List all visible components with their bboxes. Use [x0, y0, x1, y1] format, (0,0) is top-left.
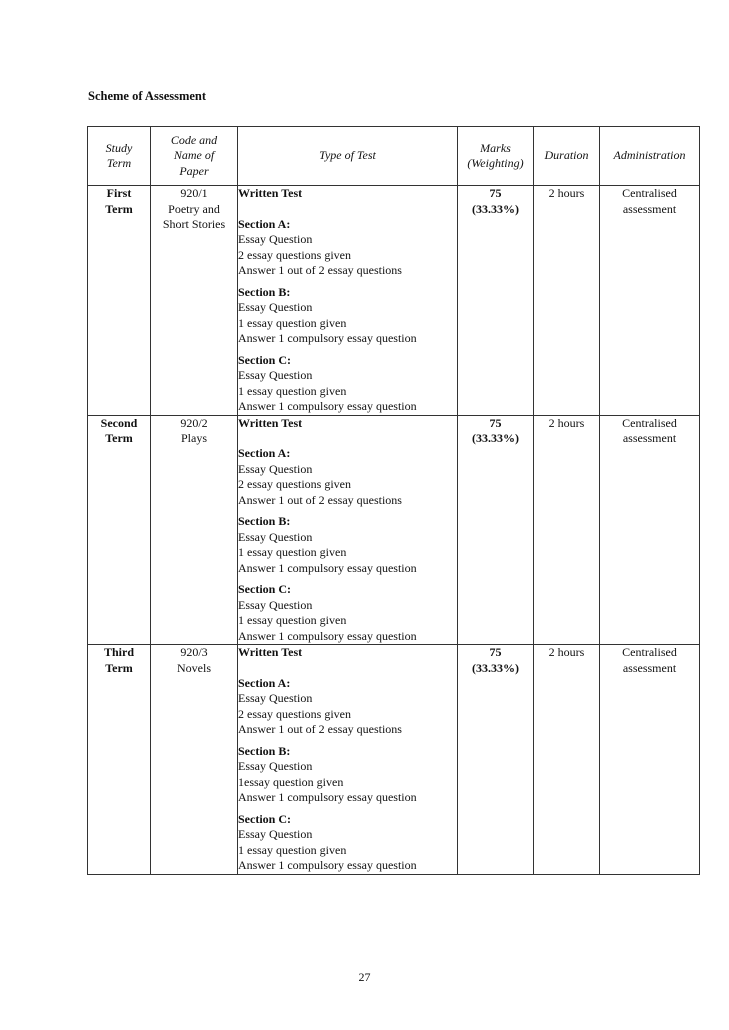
section-title: Section C:	[238, 811, 291, 826]
section-block	[238, 285, 457, 347]
header-administration: Administration	[600, 127, 700, 186]
marks-weighting: (33.33%)	[472, 431, 519, 445]
term-line: First	[106, 186, 132, 200]
admin-line: Centralised	[622, 415, 677, 430]
admin-line: Centralised	[622, 186, 677, 200]
section-line: Essay Question	[238, 529, 313, 544]
section-title: Section B:	[238, 514, 291, 528]
marks-cell	[458, 645, 534, 875]
section-line: 1 essay question given	[238, 545, 347, 559]
table-row	[88, 645, 700, 875]
term-line: Second	[100, 415, 138, 430]
section-line: Essay Question	[238, 368, 313, 382]
duration-cell: 2 hours	[534, 186, 600, 416]
section-line: Answer 1 compulsory essay question	[238, 628, 417, 643]
study-term-cell	[88, 645, 151, 875]
paper-line: Plays	[180, 431, 207, 445]
header-duration: Duration	[534, 127, 600, 186]
section-block	[238, 353, 457, 415]
section-block	[238, 446, 457, 508]
section-title: Section A:	[238, 675, 291, 690]
table-row	[88, 415, 700, 645]
section-line: Essay Question	[238, 300, 313, 314]
test-title: Written Test	[238, 415, 303, 430]
section-title: Section A:	[238, 446, 291, 460]
section-line: 1 essay question given	[238, 383, 347, 398]
administration-cell	[600, 186, 700, 416]
duration-cell: 2 hours	[534, 645, 600, 875]
header-study-term	[88, 127, 151, 186]
header-line: Name of	[173, 148, 215, 163]
admin-line: assessment	[622, 201, 677, 216]
section-line: Answer 1 out of 2 essay questions	[238, 722, 402, 736]
section-line: Essay Question	[238, 827, 313, 841]
study-term-cell	[88, 186, 151, 416]
test-cell	[238, 645, 458, 875]
header-line: Paper	[179, 163, 209, 178]
paper-line: Poetry and	[168, 201, 220, 216]
administration-cell	[600, 645, 700, 875]
paper-cell	[151, 186, 238, 416]
section-line: Answer 1 compulsory essay question	[238, 560, 417, 575]
header-type-of-test: Type of Test	[238, 127, 458, 186]
section-block	[238, 812, 457, 874]
section-line: 2 essay questions given	[238, 247, 351, 262]
header-line: Code and	[170, 132, 218, 147]
header-line: Term	[106, 156, 132, 170]
header-line: Study	[105, 140, 133, 155]
admin-line: Centralised	[622, 645, 677, 659]
section-line: 1 essay question given	[238, 613, 347, 627]
test-cell	[238, 186, 458, 416]
section-line: 1 essay question given	[238, 842, 347, 857]
marks-value: 75	[489, 645, 502, 659]
section-line: 1 essay question given	[238, 315, 347, 330]
section-line: Answer 1 out of 2 essay questions	[238, 492, 402, 507]
header-row	[88, 127, 700, 186]
admin-line: assessment	[622, 660, 677, 675]
term-line: Term	[105, 431, 133, 445]
section-line: Essay Question	[238, 597, 313, 612]
paper-line: Short Stories	[162, 217, 226, 231]
header-line: (Weighting)	[467, 156, 524, 170]
header-line: Marks	[480, 140, 511, 155]
section-block	[238, 744, 457, 806]
section-line: 2 essay questions given	[238, 477, 351, 491]
term-line: Term	[105, 201, 133, 216]
page-number: 27	[358, 970, 371, 984]
test-cell	[238, 415, 458, 645]
study-term-cell	[88, 415, 151, 645]
marks-cell	[458, 186, 534, 416]
test-title: Written Test	[238, 645, 303, 659]
table-row	[88, 186, 700, 416]
section-line: Answer 1 compulsory essay question	[238, 331, 417, 345]
section-title: Section C:	[238, 582, 291, 596]
section-title: Section B:	[238, 743, 291, 758]
duration-cell: 2 hours	[534, 415, 600, 645]
section-line: Essay Question	[238, 691, 313, 705]
paper-line: Novels	[177, 660, 211, 675]
section-line: 2 essay questions given	[238, 706, 351, 721]
section-title: Section C:	[238, 352, 291, 367]
marks-cell	[458, 415, 534, 645]
section-line: Essay Question	[238, 232, 313, 246]
section-line: Answer 1 out of 2 essay questions	[238, 263, 402, 277]
section-block	[238, 676, 457, 738]
section-line: Answer 1 compulsory essay question	[238, 790, 417, 804]
section-block	[238, 217, 457, 279]
test-title: Written Test	[238, 186, 303, 200]
marks-value: 75	[489, 186, 502, 200]
section-line: 1essay question given	[238, 774, 344, 789]
paper-cell	[151, 415, 238, 645]
admin-line: assessment	[622, 431, 677, 445]
term-line: Third	[103, 645, 134, 659]
paper-line: 920/1	[180, 186, 208, 200]
marks-value: 75	[489, 415, 502, 430]
section-line: Answer 1 compulsory essay question	[238, 399, 417, 413]
marks-weighting: (33.33%)	[472, 201, 519, 216]
section-block	[238, 514, 457, 576]
page-heading: Scheme of Assessment	[88, 89, 207, 103]
section-title: Section B:	[238, 284, 291, 299]
paper-line: 920/2	[180, 415, 208, 430]
term-line: Term	[105, 660, 133, 675]
header-code-name	[151, 127, 238, 186]
section-title: Section A:	[238, 216, 291, 231]
paper-cell	[151, 645, 238, 875]
section-line: Essay Question	[238, 461, 313, 476]
assessment-table	[87, 126, 700, 875]
header-marks	[458, 127, 534, 186]
paper-line: 920/3	[180, 645, 208, 659]
section-block	[238, 582, 457, 644]
section-line: Essay Question	[238, 759, 313, 773]
administration-cell	[600, 415, 700, 645]
marks-weighting: (33.33%)	[472, 660, 519, 675]
section-line: Answer 1 compulsory essay question	[238, 858, 417, 872]
